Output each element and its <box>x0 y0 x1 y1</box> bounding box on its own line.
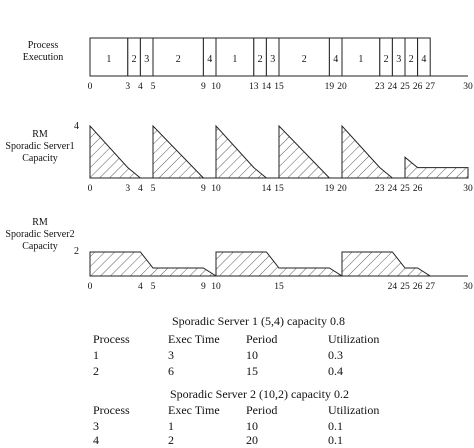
process-tick-15: 15 <box>274 82 284 92</box>
execution-segment-label: 2 <box>131 54 137 65</box>
table1-r2-period: 15 <box>246 364 258 378</box>
server2-capacity-area <box>90 252 216 276</box>
process-label-line1: Process <box>27 40 59 51</box>
process-tick-19: 19 <box>324 82 335 92</box>
table1-caption: Sporadic Server 1 (5,4) capacity 0.8 <box>172 314 345 328</box>
server1-tick-15: 15 <box>274 184 284 194</box>
process-tick-23: 23 <box>375 82 385 92</box>
table2-r1-exec: 1 <box>168 419 174 433</box>
table2-header-utilization: Utilization <box>328 403 380 417</box>
table2-caption: Sporadic Server 2 (10,2) capacity 0.2 <box>170 387 349 401</box>
server1-capacity-area <box>342 126 405 178</box>
table1-r1-process: 1 <box>93 348 99 362</box>
table1-r2-process: 2 <box>93 364 99 378</box>
server1-capacity-area <box>90 126 153 178</box>
table2-r2-process: 4 <box>93 433 99 447</box>
process-tick-3: 3 <box>125 82 131 92</box>
server1-capacity-area <box>153 126 216 178</box>
server2-label-line3: Capacity <box>22 241 58 252</box>
execution-segment-label: 2 <box>408 54 414 65</box>
server2-tick-5: 5 <box>150 282 156 292</box>
table2-r2-util: 0.1 <box>328 433 343 447</box>
server2-capacity-area <box>216 252 342 276</box>
server2-tick-10: 10 <box>211 282 221 292</box>
server1-label-line3: Capacity <box>22 153 58 164</box>
server2-tick-9: 9 <box>201 282 206 292</box>
table1-r1-exec: 3 <box>168 348 174 362</box>
table1-header-utilization: Utilization <box>328 332 380 346</box>
process-tick-24: 24 <box>387 82 398 92</box>
execution-segment-label: 4 <box>333 54 339 65</box>
execution-segment-label: 1 <box>232 54 238 65</box>
server1-tick-30: 30 <box>463 184 473 194</box>
server2-label-line1: RM <box>32 217 48 228</box>
server1-tick-23: 23 <box>375 184 385 194</box>
table2-r2-period: 20 <box>246 433 258 447</box>
table2-r1-process: 3 <box>93 419 99 433</box>
execution-segment-label: 2 <box>175 54 181 65</box>
server2-tick-4: 4 <box>138 282 143 292</box>
table2-r2-exec: 2 <box>168 433 174 447</box>
process-tick-14: 14 <box>261 82 272 92</box>
process-label-line2: Execution <box>22 52 64 63</box>
table1-r1-period: 10 <box>246 348 258 362</box>
server2-label-line2: Sporadic Server2 <box>5 229 75 240</box>
execution-segment-label: 3 <box>144 54 150 65</box>
execution-segment-label: 1 <box>358 54 364 65</box>
table2-r1-period: 10 <box>246 419 258 433</box>
table1-r1-util: 0.3 <box>328 348 343 362</box>
table1-header-period: Period <box>246 332 278 346</box>
server1-tick-4: 4 <box>138 184 143 194</box>
execution-segment-label: 4 <box>421 54 427 65</box>
server2-tick-30: 30 <box>463 282 473 292</box>
execution-segment-label: 4 <box>207 54 213 65</box>
process-tick-10: 10 <box>211 82 221 92</box>
table1-r2-util: 0.4 <box>328 364 343 378</box>
server1-tick-24: 24 <box>387 184 398 194</box>
process-execution-panel <box>88 38 473 92</box>
server1-tick-25: 25 <box>400 184 410 194</box>
table1-header-process: Process <box>93 332 130 346</box>
process-tick-30: 30 <box>463 82 473 92</box>
server2-tick-25: 25 <box>400 282 410 292</box>
process-tick-20: 20 <box>337 82 347 92</box>
table2-header-period: Period <box>246 403 278 417</box>
table2-r1-util: 0.1 <box>328 419 343 433</box>
server1-tick-26: 26 <box>412 184 423 194</box>
process-tick-5: 5 <box>150 82 156 92</box>
server1-tick-14: 14 <box>261 184 272 194</box>
table1-r2-exec: 6 <box>168 364 174 378</box>
process-tick-13: 13 <box>249 82 259 92</box>
execution-segment-label: 3 <box>396 54 402 65</box>
table2-header-exec-time: Exec Time <box>168 403 220 417</box>
process-tick-27: 27 <box>425 82 435 92</box>
server1-label-line2: Sporadic Server1 <box>5 141 75 152</box>
process-tick-4: 4 <box>138 82 143 92</box>
server1-tick-0: 0 <box>87 184 93 194</box>
server1-tick-3: 3 <box>125 184 131 194</box>
server1-tick-19: 19 <box>324 184 335 194</box>
server1-capacity-panel <box>88 126 473 194</box>
process-tick-9: 9 <box>201 82 206 92</box>
server2-tick-24: 24 <box>387 282 398 292</box>
execution-segment-label: 1 <box>106 54 112 65</box>
server1-capacity-area <box>216 126 279 178</box>
server2-y-tick: 2 <box>74 246 79 257</box>
table1-header-exec-time: Exec Time <box>168 332 220 346</box>
process-tick-0: 0 <box>87 82 93 92</box>
server1-tick-20: 20 <box>337 184 347 194</box>
process-tick-25: 25 <box>400 82 410 92</box>
execution-segment-label: 2 <box>257 54 263 65</box>
server1-y-tick: 4 <box>74 121 79 132</box>
execution-segment-label: 2 <box>301 54 307 65</box>
server1-capacity-area <box>405 157 468 178</box>
server2-capacity-panel <box>88 252 473 292</box>
server2-tick-26: 26 <box>412 282 423 292</box>
server2-tick-15: 15 <box>274 282 284 292</box>
process-tick-26: 26 <box>412 82 423 92</box>
execution-segment-label: 3 <box>270 54 276 65</box>
server2-tick-27: 27 <box>425 282 435 292</box>
server2-tick-0: 0 <box>87 282 93 292</box>
server1-tick-10: 10 <box>211 184 221 194</box>
server1-label-line1: RM <box>32 129 48 140</box>
server1-tick-9: 9 <box>201 184 206 194</box>
server2-capacity-area <box>342 252 430 276</box>
execution-segment-label: 2 <box>383 54 389 65</box>
server1-capacity-area <box>279 126 342 178</box>
table2-header-process: Process <box>93 403 130 417</box>
server1-tick-5: 5 <box>150 184 156 194</box>
